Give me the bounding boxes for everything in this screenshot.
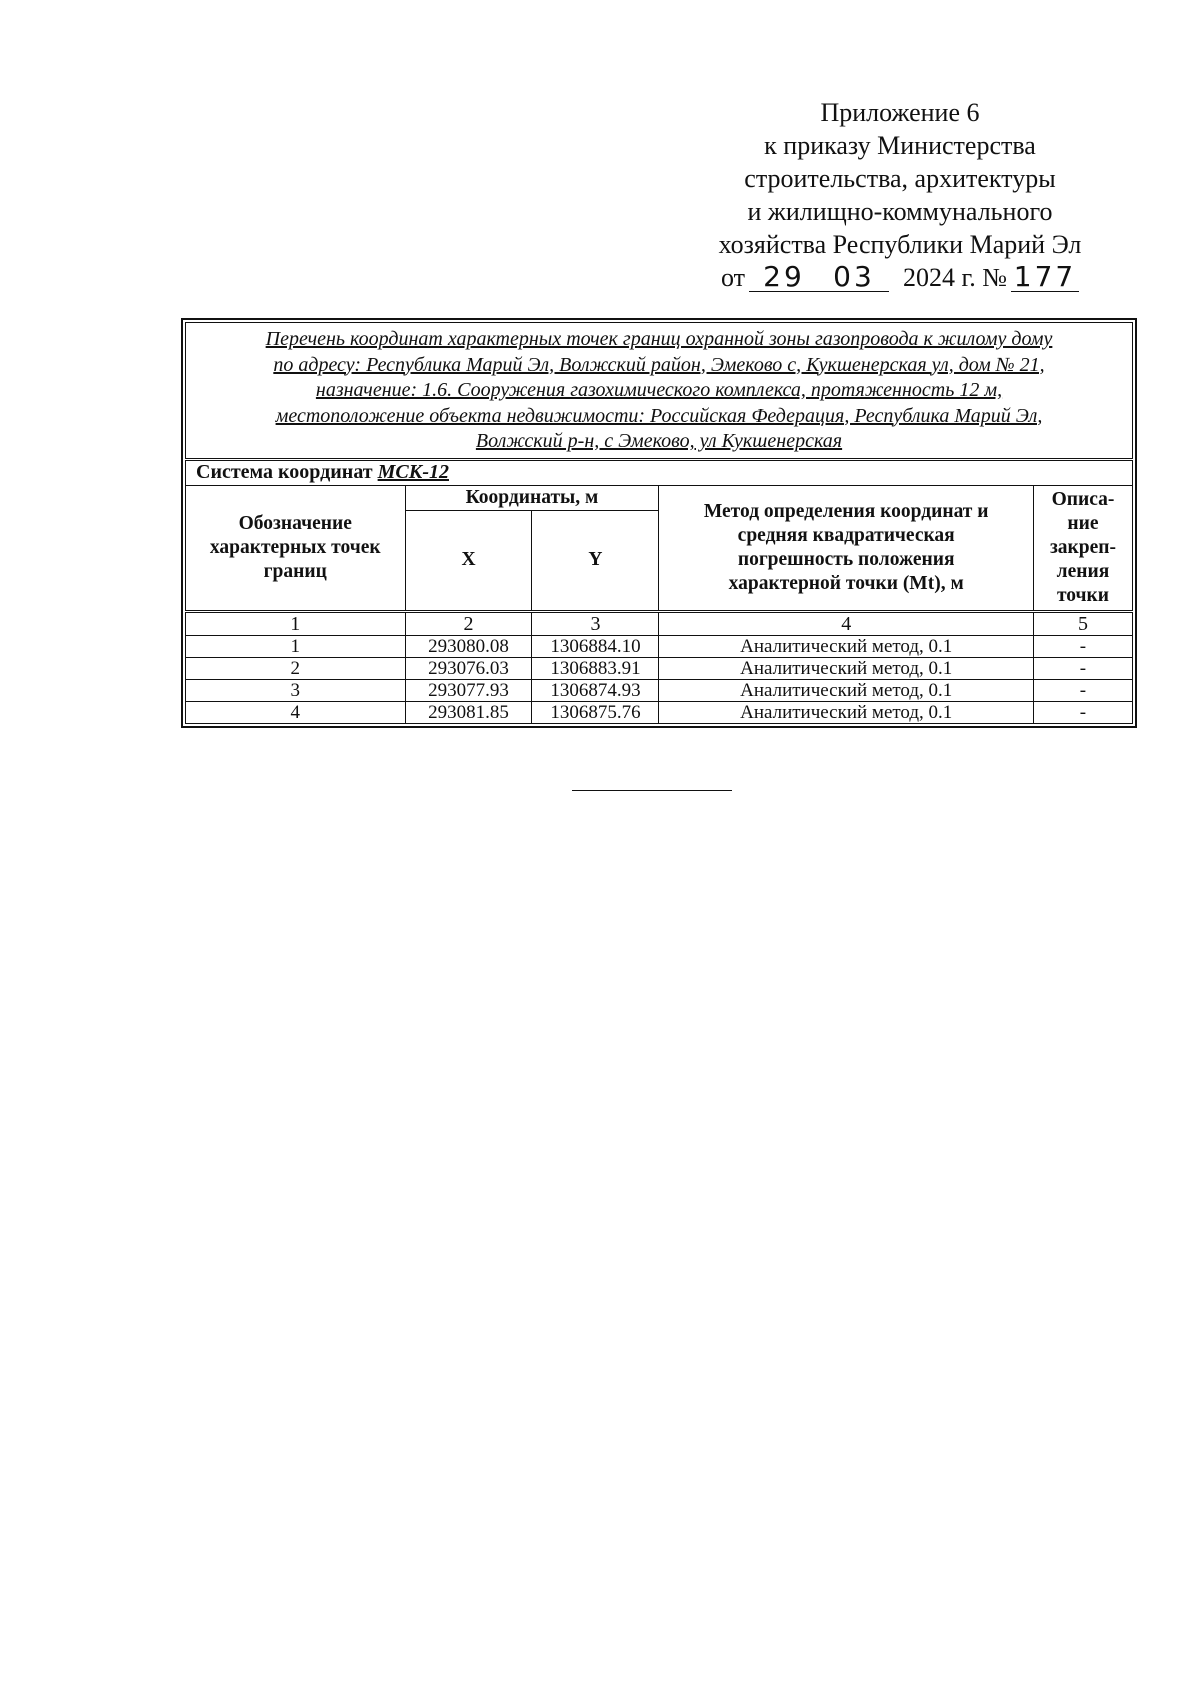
coordinate-system bbox=[186, 459, 1133, 485]
appendix-ministry-line3: хозяйства Республики Марий Эл bbox=[718, 230, 1082, 259]
table-row bbox=[186, 701, 1133, 723]
cell-y: 1306883.91 bbox=[532, 657, 659, 679]
handwritten-day: 29 bbox=[749, 263, 819, 292]
caption-line: по адресу: Республика Марий Эл, Волжский район, Эмеково с, Кукшенерская ул, дом № 21, bbox=[273, 353, 1045, 376]
column-number: 2 bbox=[405, 611, 532, 635]
appendix-order-ref: к приказу Министерства bbox=[764, 131, 1036, 160]
column-number: 3 bbox=[532, 611, 659, 635]
cell-method: Аналитический метод, 0.1 bbox=[659, 701, 1033, 723]
header-desc-line: ления bbox=[1056, 560, 1110, 582]
header-method-line: характерной точки (Mt), м bbox=[728, 572, 964, 594]
cell-method: Аналитический метод, 0.1 bbox=[659, 635, 1033, 657]
header-points-line: Обозначение bbox=[238, 512, 352, 534]
cell-x: 293081.85 bbox=[405, 701, 532, 723]
cell-point: 1 bbox=[186, 635, 406, 657]
caption-line: Волжский р-н, с Эмеково, ул Кукшенерская bbox=[475, 430, 843, 452]
cell-desc: - bbox=[1033, 657, 1132, 679]
column-numbers-row bbox=[186, 611, 1133, 635]
cell-x: 293076.03 bbox=[405, 657, 532, 679]
appendix-ministry-line1: строительства, архитектуры bbox=[744, 164, 1056, 193]
header-points bbox=[186, 485, 406, 611]
appendix-header bbox=[680, 96, 1120, 294]
column-number: 4 bbox=[659, 611, 1033, 635]
cell-point: 4 bbox=[186, 701, 406, 723]
header-description bbox=[1033, 485, 1132, 611]
cell-desc: - bbox=[1033, 679, 1132, 701]
table-row bbox=[186, 635, 1133, 657]
header-coordinates: Координаты, м bbox=[405, 485, 659, 511]
end-divider bbox=[572, 790, 732, 791]
cell-x: 293080.08 bbox=[405, 635, 532, 657]
header-desc-line: Описа- bbox=[1051, 488, 1115, 510]
column-number: 5 bbox=[1033, 611, 1132, 635]
cell-point: 2 bbox=[186, 657, 406, 679]
column-number: 1 bbox=[186, 611, 406, 635]
header-desc-line: ние bbox=[1067, 512, 1099, 534]
cell-desc: - bbox=[1033, 701, 1132, 723]
cell-method: Аналитический метод, 0.1 bbox=[659, 679, 1033, 701]
table-row bbox=[186, 657, 1133, 679]
coordinates-table bbox=[185, 322, 1133, 724]
handwritten-month: 03 bbox=[819, 263, 889, 292]
header-points-line: границ bbox=[263, 560, 327, 582]
coordinate-system-label: Система координат bbox=[196, 461, 373, 483]
header-desc-line: закреп- bbox=[1049, 536, 1116, 558]
header-method-line: Метод определения координат и bbox=[703, 500, 989, 522]
table-row bbox=[186, 679, 1133, 701]
cell-y: 1306884.10 bbox=[532, 635, 659, 657]
caption-line: назначение: 1.6. Сооружения газохимического комплекса, протяженность 12 м, bbox=[315, 379, 1003, 401]
header-method-line: погрешность положения bbox=[737, 548, 955, 570]
cell-point: 3 bbox=[186, 679, 406, 701]
header-x: X bbox=[405, 511, 532, 611]
handwritten-order-number: 177 bbox=[1011, 263, 1079, 292]
header-desc-line: точки bbox=[1056, 584, 1109, 606]
date-from-label: от bbox=[720, 263, 745, 292]
caption-line: местоположение объекта недвижимости: Российская Федерация, Республика Марий Эл, bbox=[275, 404, 1043, 427]
header-points-line: характерных точек bbox=[209, 536, 381, 558]
caption-line: Перечень координат характерных точек границ охранной зоны газопровода к жилому дому bbox=[265, 328, 1053, 350]
cell-y: 1306874.93 bbox=[532, 679, 659, 701]
cell-method: Аналитический метод, 0.1 bbox=[659, 657, 1033, 679]
cell-y: 1306875.76 bbox=[532, 701, 659, 723]
header-method bbox=[659, 485, 1033, 611]
appendix-title: Приложение 6 bbox=[820, 98, 980, 127]
appendix-ministry-line2: и жилищно-коммунального bbox=[747, 197, 1053, 226]
cell-desc: - bbox=[1033, 635, 1132, 657]
cell-x: 293077.93 bbox=[405, 679, 532, 701]
coordinate-system-value: МСК-12 bbox=[377, 461, 449, 483]
header-y: Y bbox=[532, 511, 659, 611]
table-caption bbox=[186, 323, 1133, 460]
header-method-line: средняя квадратическая bbox=[737, 524, 955, 546]
date-year-label: 2024 г. № bbox=[902, 263, 1008, 292]
appendix-date-line bbox=[680, 261, 1120, 294]
